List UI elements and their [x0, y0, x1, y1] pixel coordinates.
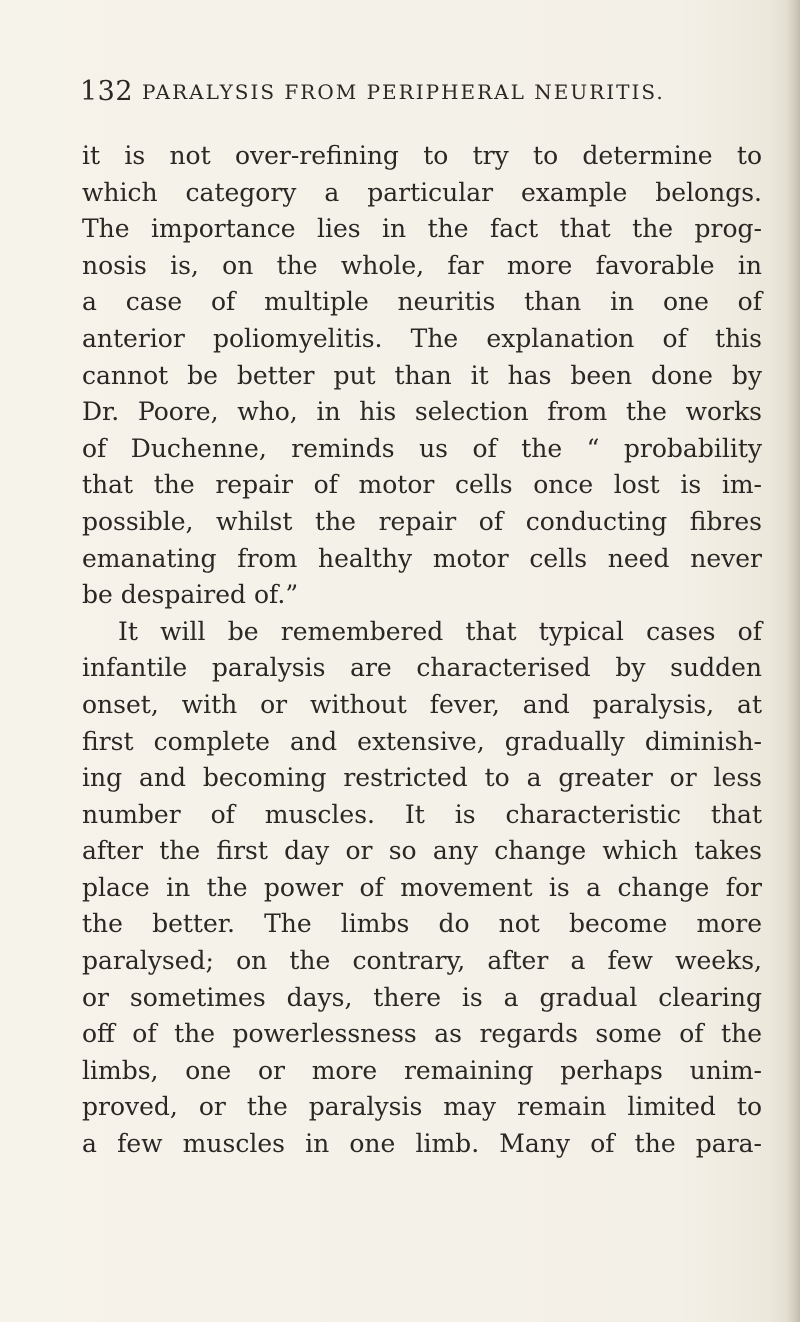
text-line: possible, whilst the repair of conducting fibres: [82, 506, 762, 536]
text-line: anterior poliomyelitis. The explanation of this: [82, 323, 762, 353]
text-line: be despaired of.”: [82, 580, 299, 610]
text-line: which category a particular example belongs.: [82, 177, 762, 207]
text-line: place in the power of movement is a change for: [82, 872, 762, 902]
paragraph-start-line: It will be remembered that typical cases of: [118, 616, 762, 646]
text-line: off of the powerlessness as regards some of the: [82, 1019, 762, 1049]
text-line: infantile paralysis are characterised by sudden: [82, 653, 762, 683]
text-line: proved, or the paralysis may remain limited to: [82, 1092, 762, 1122]
text-line: the better. The limbs do not become more: [82, 909, 762, 939]
page-edge-shadow: [786, 0, 800, 1322]
text-line: of Duchenne, reminds us of the “ probability: [82, 433, 762, 463]
text-line: it is not over-refining to try to determine to: [82, 141, 762, 170]
text-line: onset, with or without fever, and paralysis, at: [82, 689, 762, 719]
body-text: [82, 138, 762, 1163]
text-line: that the repair of motor cells once lost is im-: [82, 470, 762, 500]
text-line: number of muscles. It is characteristic that: [82, 799, 762, 829]
text-line: a few muscles in one limb. Many of the para-: [82, 1129, 762, 1159]
text-line: emanating from healthy motor cells need never: [82, 543, 762, 573]
text-line: limbs, one or more remaining perhaps unim-: [82, 1055, 762, 1085]
text-line: Dr. Poore, who, in his selection from the works: [82, 397, 762, 427]
text-line: paralysed; on the contrary, after a few weeks,: [82, 946, 762, 976]
running-head-title: PARALYSIS FROM PERIPHERAL NEURITIS.: [142, 80, 665, 104]
running-head: [80, 76, 760, 106]
text-line: ing and becoming restricted to a greater or less: [82, 763, 762, 793]
text-line: a case of multiple neuritis than in one of: [82, 287, 762, 317]
page-number: 132: [80, 76, 134, 107]
text-line: nosis is, on the whole, far more favorable in: [82, 250, 762, 280]
text-line: after the first day or so any change which takes: [82, 836, 762, 866]
text-line: or sometimes days, there is a gradual clearing: [82, 982, 762, 1012]
text-line: cannot be better put than it has been done by: [82, 360, 762, 390]
text-line: The importance lies in the fact that the prog-: [82, 214, 762, 244]
text-line: first complete and extensive, gradually diminish-: [82, 726, 762, 756]
